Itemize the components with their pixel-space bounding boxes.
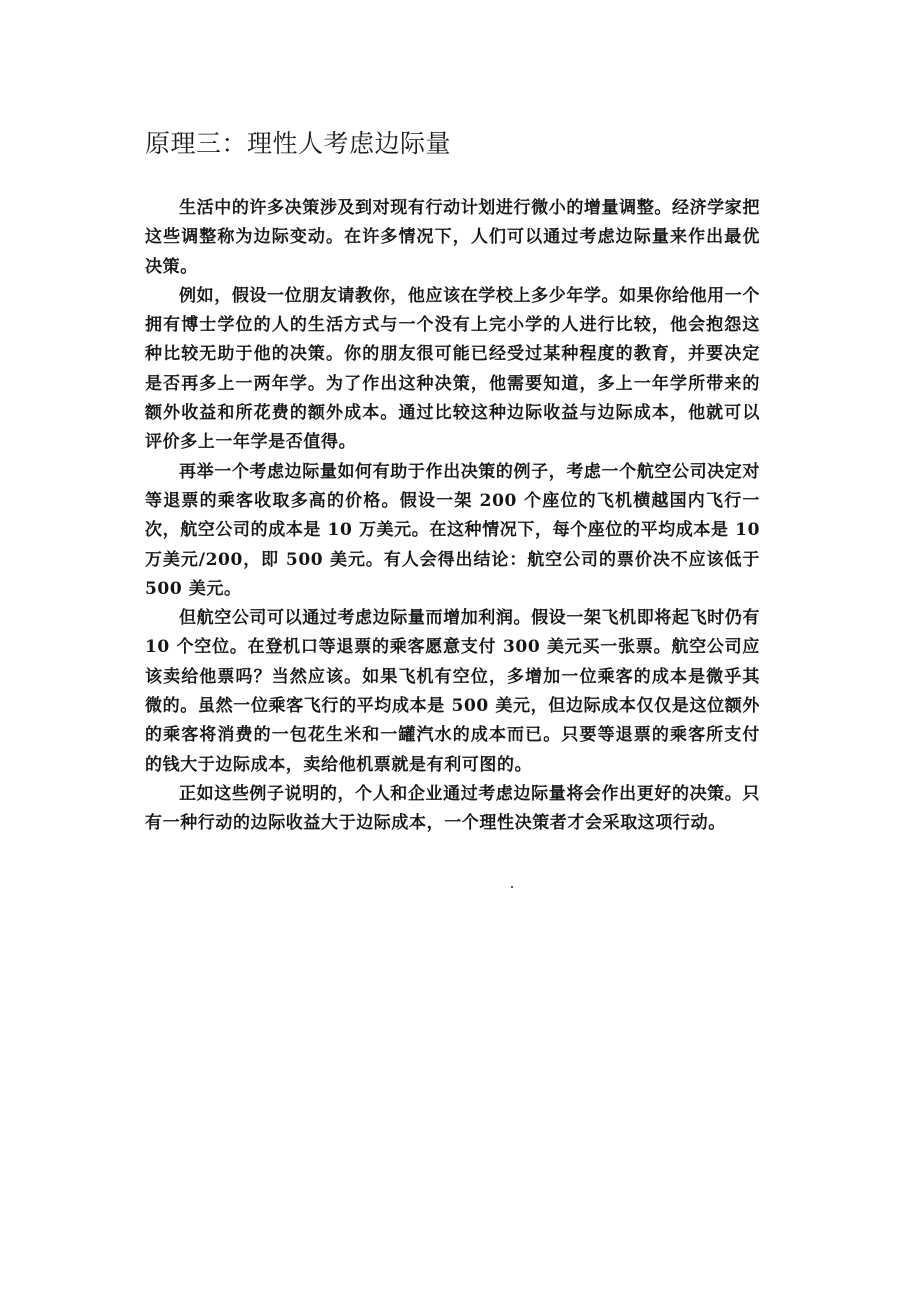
body-text [145,194,760,839]
scan-speck [511,886,513,888]
paragraph-1: 生活中的许多决策涉及到对现有行动计划进行微小的增量调整。经济学家把这些调整称为边际变动。在许多情况下，人们可以通过考虑边际量来作出最优决策。 [145,198,760,277]
paragraph-5: 正如这些例子说明的，个人和企业通过考虑边际量将会作出更好的决策。只有一种行动的边际收益大于边际成本，一个理性决策者才会采取这项行动。 [145,783,760,834]
paragraph-3: 再举一个考虑边际量如何有助于作出决策的例子，考虑一个航空公司决定对等退票的乘客收取多高的价格。假设一架 200 个座位的飞机横越国内飞行一次，航空公司的成本是 10 万美元。在这种情况下，每个座位的平均成本是 10 万美元/200，即 500 美元。有人会得出结论：航空公司的票价决不应该低于 500 美元。 [145,461,760,599]
section-title: 原理三：理性人考虑边际量 [145,129,452,158]
paragraph-2: 例如，假设一位朋友请教你，他应该在学校上多少年学。如果你给他用一个拥有博士学位的人的生活方式与一个没有上完小学的人进行比较，他会抱怨这种比较无助于他的决策。你的朋友很可能已经受过某种程度的教育，并要决定是否再多上一两年学。为了作出这种决策，他需要知道，多上一年学所带来的额外收益和所花费的额外成本。通过比较这种边际收益与边际成本，他就可以评价多上一年学是否值得。 [145,285,760,453]
paragraph-4: 但航空公司可以通过考虑边际量而增加利润。假设一架飞机即将起飞时仍有 10 个空位。在登机口等退票的乘客愿意支付 300 美元买一张票。航空公司应该卖给他票吗？当然应该。如果飞机有空位，多增加一位乘客的成本是微乎其微的。虽然一位乘客飞行的平均成本是 500 美元，但边际成本仅仅是这位额外的乘客将消费的一包花生米和一罐汽水的成本而已。只要等退票的乘客所支付的钱大于边际成本，卖给他机票就是有利可图的。 [145,608,760,775]
